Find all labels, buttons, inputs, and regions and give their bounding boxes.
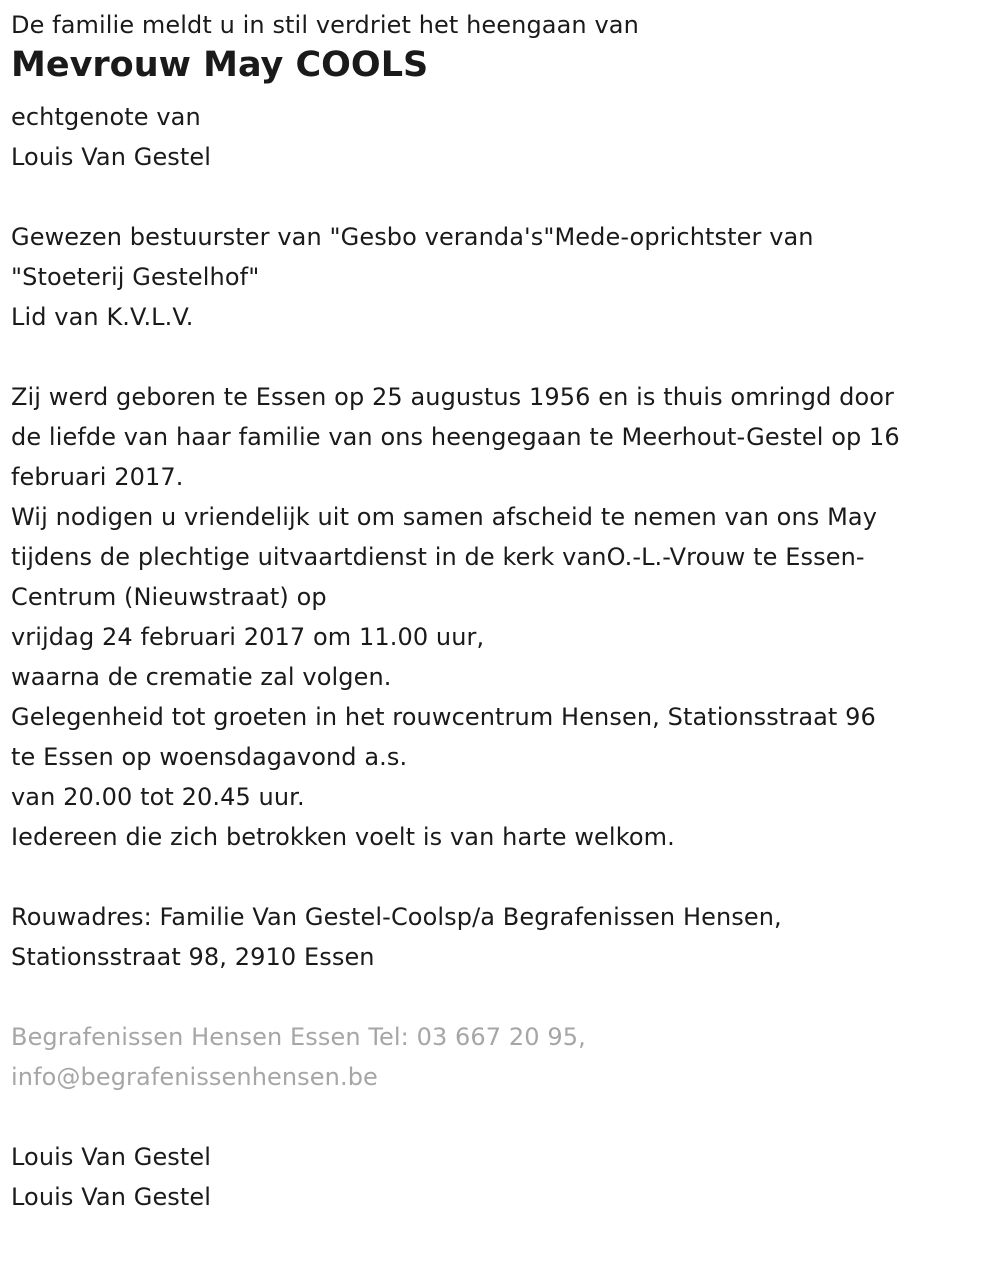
roles-block [11, 217, 990, 337]
spouse-relation: echtgenote van [11, 103, 201, 131]
role-line: Gewezen bestuurster van "Gesbo veranda's"Mede-oprichtster van [11, 223, 814, 251]
signature-line: Louis Van Gestel [11, 1143, 212, 1171]
announcement-line: Centrum (Nieuwstraat) op [11, 583, 327, 611]
announcement-line: de liefde van haar familie van ons heengegaan te Meerhout-Gestel op 16 [11, 423, 900, 451]
announcement-line: februari 2017. [11, 463, 184, 491]
announcement-line: Zij werd geboren te Essen op 25 augustus 1956 en is thuis omringd door [11, 383, 895, 411]
announcement-line: waarna de crematie zal volgen. [11, 663, 392, 691]
intro-text: De familie meldt u in stil verdriet het heengaan van [11, 11, 639, 39]
announcement-line: vrijdag 24 februari 2017 om 11.00 uur, [11, 623, 485, 651]
announcement-line: van 20.00 tot 20.45 uur. [11, 783, 305, 811]
funeral-home-contact: Begrafenissen Hensen Essen Tel: 03 667 20 95, [11, 1023, 586, 1051]
spacer [11, 857, 990, 897]
spacer [11, 337, 990, 377]
announcement-line: Iedereen die zich betrokken voelt is van harte welkom. [11, 823, 675, 851]
spouse-name: Louis Van Gestel [11, 143, 212, 171]
deceased-name: Mevrouw May COOLS [11, 45, 429, 85]
spacer [11, 177, 990, 217]
announcement-block [11, 377, 990, 857]
signatures-block [11, 1137, 990, 1217]
address-line: Stationsstraat 98, 2910 Essen [11, 943, 375, 971]
role-line: "Stoeterij Gestelhof" [11, 263, 260, 291]
signature-line: Louis Van Gestel [11, 1183, 212, 1211]
spouse-block [11, 97, 990, 177]
address-block [11, 897, 990, 977]
funeral-home-email: info@begrafenissenhensen.be [11, 1063, 378, 1091]
spacer [11, 977, 990, 1017]
role-line: Lid van K.V.L.V. [11, 303, 194, 331]
spacer [11, 1097, 990, 1137]
address-line: Rouwadres: Familie Van Gestel-Coolsp/a Begrafenissen Hensen, [11, 903, 782, 931]
announcement-line: Gelegenheid tot groeten in het rouwcentrum Hensen, Stationsstraat 96 [11, 703, 876, 731]
announcement-line: tijdens de plechtige uitvaartdienst in de kerk vanO.-L.-Vrouw te Essen- [11, 543, 865, 571]
announcement-line: te Essen op woensdagavond a.s. [11, 743, 408, 771]
announcement-line: Wij nodigen u vriendelijk uit om samen afscheid te nemen van ons May [11, 503, 878, 531]
funeral-home-block [11, 1017, 990, 1097]
